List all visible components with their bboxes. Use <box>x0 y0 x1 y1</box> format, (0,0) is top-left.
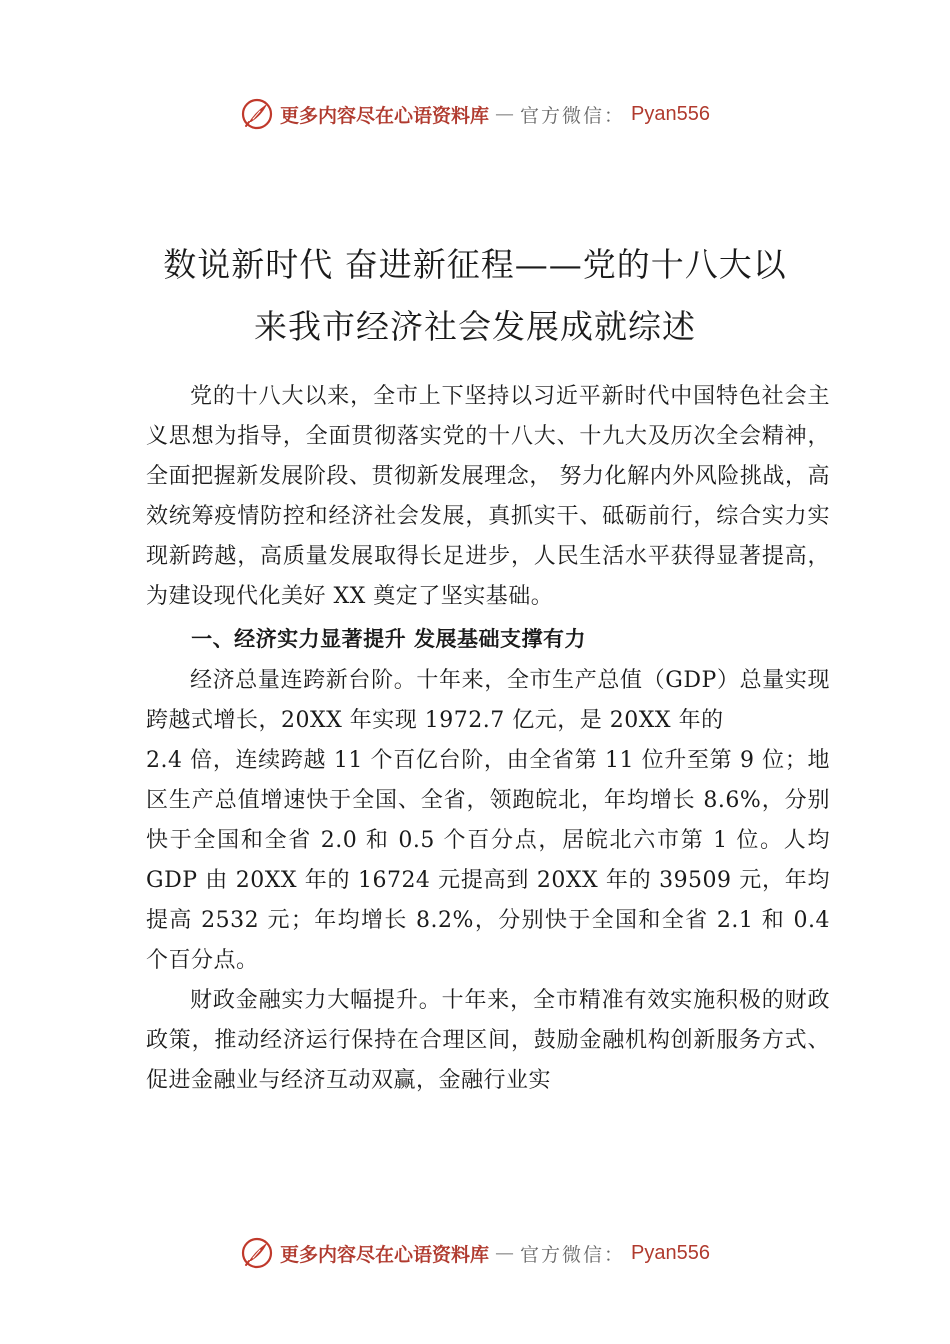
banner-wechat-label: 官方微信： <box>520 104 626 127</box>
banner-brand-text: 更多内容尽在心语资料库 <box>280 104 490 127</box>
quill-pen-icon <box>240 1236 274 1270</box>
banner-wechat-id: Pyan556 <box>631 1241 710 1264</box>
document-title <box>120 234 830 358</box>
gdp-paragraph: 经济总量连跨新台阶。十年来，全市生产总值（GDP）总量实现跨越式增长，20XX 年实现 1972.7 亿元，是 20XX 年的 <box>146 668 830 733</box>
section-heading-1: 一、经济实力显著提升 发展基础支撑有力 <box>191 627 586 651</box>
title-line-2: 来我市经济社会发展成就综述 <box>254 307 696 347</box>
banner-separator: — <box>495 1242 515 1264</box>
banner-separator: — <box>495 103 515 125</box>
banner-brand-text: 更多内容尽在心语资料库 <box>280 1243 490 1266</box>
intro-paragraph: 党的十八大以来，全市上下坚持以习近平新时代中国特色社会主义思想为指导，全面贯彻落实党的十八大、十九大及历次全会精神，全面把握新发展阶段、贯彻新发展理念， 努力化解内外风险挑战，高效统筹疫情防控和经济社会发展，真抓实干、砥砺前行，综合实力实现新跨越，高质量发展取得长足进步，人民生活水平获得显著提高，为建设现代化美好 XX 奠定了坚实基础。 <box>146 384 830 609</box>
title-line-1: 数说新时代 奋进新征程——党的十八大以 <box>163 245 787 285</box>
banner-wechat-label: 官方微信： <box>520 1243 626 1266</box>
header-watermark-banner <box>0 94 950 134</box>
footer-watermark-banner <box>0 1233 950 1273</box>
document-body <box>146 377 830 1101</box>
quill-pen-icon <box>240 97 274 131</box>
banner-wechat-id: Pyan556 <box>631 102 710 125</box>
gdp-paragraph-continued: 2.4 倍，连续跨越 11 个百亿台阶，由全省第 11 位升至第 9 位；地区生产总值增速快于全国、全省，领跑皖北，年均增长 8.6%，分别快于全国和全省 2.0 和 0.5 个百分点，居皖北六市第 1 位。人均 GDP 由 20XX 年的 16724 元提高到 20XX 年的 39509 元，年均提高 2532 元；年均增长 8.2%，分别快于全国和全省 2.1 和 0.4 个百分点。 <box>146 748 830 973</box>
finance-paragraph: 财政金融实力大幅提升。十年来，全市精准有效实施积极的财政政策，推动经济运行保持在合理区间，鼓励金融机构创新服务方式、促进金融业与经济互动双赢，金融行业实 <box>146 988 830 1093</box>
